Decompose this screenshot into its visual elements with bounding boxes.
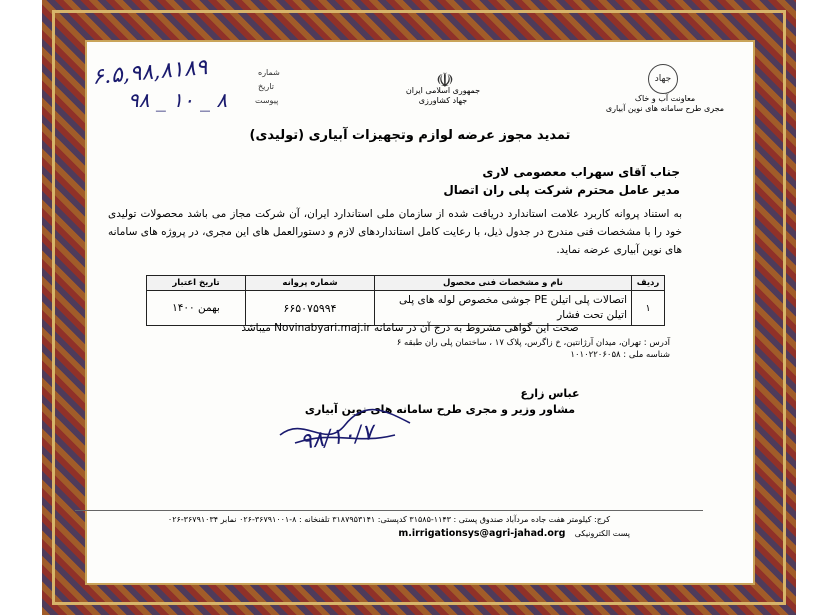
handwritten-date: ۹۸ _ ۱۰ _ ۸	[128, 88, 228, 112]
product-table	[146, 275, 665, 326]
handwritten-sign-date: ۹۸/۱۰/۷	[298, 419, 376, 456]
footer-email-line	[270, 528, 630, 539]
col-header-row-number: ردیف	[632, 276, 665, 291]
footer-divider	[75, 510, 703, 511]
meta-attach-label: پیوست	[255, 96, 279, 105]
ministry-caption: معاونت آب و خاک مجری طرح سامانه های نوین آبیاری	[605, 94, 725, 113]
company-address: آدرس : تهران، میدان آرژانتین، خ زاگرس، پلاک ۱۷ ، ساختمان پلی ران طبقه ۶	[396, 338, 670, 348]
cell-license-number: ۶۶۵۰۷۵۹۹۴	[246, 291, 375, 326]
iran-emblem-icon: ☫	[436, 68, 454, 92]
footer-email-label: پست الکترونیکی	[574, 529, 630, 538]
table-header-row	[147, 276, 665, 291]
col-header-expiry: تاریخ اعتبار	[147, 276, 246, 291]
national-id: شناسه ملی : ۱۰۱۰۲۲۰۶۰۵۸	[570, 350, 670, 360]
document-title: تمدید مجوز عرضه لوازم وتجهیزات آبیاری (تولیدی)	[249, 128, 571, 143]
signer-title: مشاور وزیر و مجری طرح سامانه های نوین آبیاری	[304, 403, 576, 416]
recipient-title: مدیر عامل محترم شرکت پلی ران اتصال	[443, 183, 680, 197]
body-paragraph: به استناد پروانه کاربرد علامت استاندارد دریافت شده از سازمان ملی استاندارد ایران، آن شرکت مجاز می باشد محصولات تولیدی خود را با مشخصات فنی مندرج در جدول ذیل، با رعایت کامل استانداردهای لازم و دستورالعمل های این مجری، در پروژه های سامانه های نوین آبیاری عرضه نماید.	[108, 208, 682, 256]
signer-name: عباس زارع	[520, 387, 580, 400]
validity-note: صحت این گواهی مشروط به درج آن در سامانه Novinabyari.maj.ir میباشد	[241, 322, 579, 334]
footer-address: کرج: کیلومتر هفت جاده مردآباد صندوق پستی : ۱۱۴۳-۳۱۵۸۵ کدپستی: ۳۱۸۷۹۵۳۱۴۱ تلفنخانه : ۸-۳۶۷۹۱۰۰۱-۰۲۶ نمابر ۳۶۷۹۱۰۳۴-۰۲۶	[167, 515, 611, 524]
col-header-license: شماره پروانه	[246, 276, 375, 291]
emblem-caption: جمهوری اسلامی ایران جهاد کشاورزی	[405, 86, 481, 105]
cell-product: اتصالات پلی اتیلن PE جوشی مخصوص لوله های پلی اتیلن تحت فشار	[375, 291, 632, 326]
cell-expiry: بهمن ۱۴۰۰	[147, 291, 246, 326]
ministry-logo-icon: جهاد	[648, 64, 678, 94]
footer-email[interactable]: m.irrigationsys@agri-jahad.org	[398, 528, 566, 539]
col-header-product: نام و مشخصات فنی محصول	[375, 276, 632, 291]
table-row	[147, 291, 665, 326]
cell-row-number: ۱	[632, 291, 665, 326]
meta-date-label: تاریخ	[258, 82, 274, 91]
handwritten-number: ۶.۵,۹۸,۸۱۸۹	[91, 55, 209, 90]
meta-number-label: شماره	[258, 68, 280, 77]
recipient-name: جناب آقای سهراب معصومی لاری	[482, 165, 680, 179]
